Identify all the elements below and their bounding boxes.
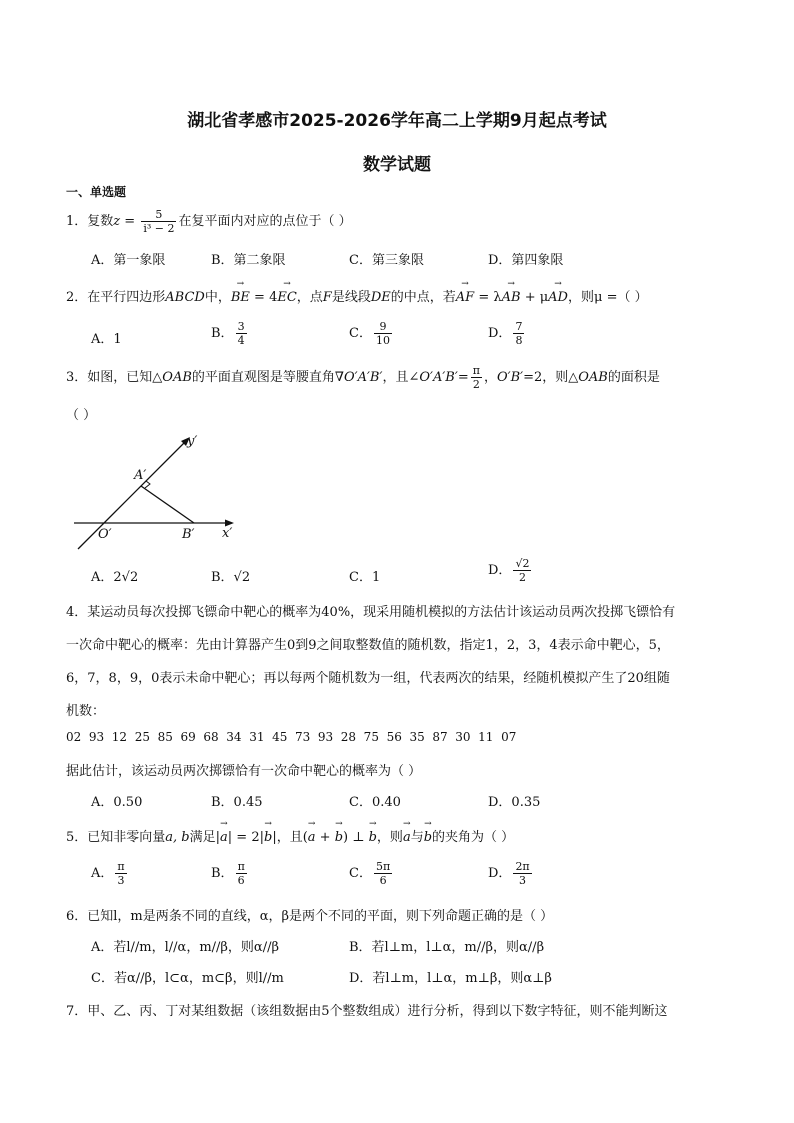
question-4-line-4: 机数： — [66, 704, 106, 719]
question-3: 3．如图，已知△OAB的平面直观图是等腰直角∇O′A′B′，且∠O′A′B′= $\frac{\pi}{2}$ ，O′B′=2，则△OAB的面积是 — [66, 364, 660, 391]
question-7: 7．甲、乙、丙、丁对某组数据（该组数据由5个整数组成）进行分析，得到以下数字特征，则不能判断这 — [66, 1004, 668, 1019]
question-3-paren: （ ） — [66, 408, 97, 423]
q5-option-a: A． $\frac{\pi}{3}$ — [91, 860, 125, 887]
q2-option-b: B． $\frac{3}{4}$ — [211, 320, 245, 347]
q3-option-b: B．√2 — [211, 570, 251, 585]
q2-option-d: D． $\frac{7}{8}$ — [488, 320, 523, 347]
q1-fraction: $\frac{5}{\text{i³ − 2}}$ — [143, 208, 175, 235]
q4-option-b: B．0.45 — [211, 795, 263, 810]
q6-option-b: B．若l⊥m，l⊥α，m//β，则α//β — [349, 940, 545, 955]
q1-option-b: B．第二象限 — [211, 253, 286, 268]
section-heading: 一、单选题 — [66, 185, 127, 199]
q3-option-d: D． $\frac{√2}{2}$ — [488, 557, 530, 584]
label-o: O′ — [98, 527, 112, 542]
question-4-line-1: 4．某运动员每次投掷飞镖命中靶心的概率为40%，现采用随机模拟的方法估计该运动员两次投掷飞镖恰有 — [66, 605, 676, 620]
exam-subtitle: 数学试题 — [363, 155, 431, 175]
q2-option-c: C． $\frac{9}{10}$ — [349, 320, 390, 347]
question-4-line-3: 6，7，8，9，0表示未命中靶心；再以每两个随机数为一组，代表两次的结果，经随机模拟产生了20组随 — [66, 671, 670, 686]
q4-option-d: D．0.35 — [488, 795, 541, 810]
q5-option-b: B． $\frac{\pi}{6}$ — [211, 860, 245, 887]
q6-option-d: D．若l⊥m，l⊥α，m⊥β，则α⊥β — [349, 971, 552, 986]
label-x: x′ — [222, 526, 233, 541]
question-2: 2．在平行四边形ABCD中，→ BE = 4→ EC，点F是线段DE的中点，若→ AF = λ→ AB + μ→ AD，则μ =（ ） — [66, 286, 648, 305]
label-y: y′ — [187, 434, 198, 449]
q3-option-c: C．1 — [349, 570, 381, 585]
question-4-data: 02 93 12 25 85 69 68 34 31 45 73 93 28 75 56 35 87 30 11 07 — [66, 730, 517, 744]
question-4-line-5: 据此估计，该运动员两次掷镖恰有一次命中靶心的概率为（ ） — [66, 764, 422, 779]
question-1: 1．复数z = $\frac{5}{\text{i³ − 2}}$ 在复平面内对应的点位于（ ） — [66, 208, 352, 235]
q6-option-a: A．若l//m，l//α，m//β，则α//β — [91, 940, 279, 955]
question-4-line-2: 一次命中靶心的概率：先由计算器产生0到9之间取整数值的随机数，指定1，2，3，4表示命中靶心，5， — [66, 638, 670, 653]
q2-option-a: A．1 — [91, 332, 122, 347]
q5-option-d: D． $\frac{2\pi}{3}$ — [488, 860, 530, 887]
q4-option-c: C．0.40 — [349, 795, 401, 810]
label-a: A′ — [134, 468, 147, 483]
q5-option-c: C． $\frac{5\pi}{6}$ — [349, 860, 391, 887]
segment-a-b — [141, 486, 194, 523]
q4-option-a: A．0.50 — [91, 795, 143, 810]
q1-option-d: D．第四象限 — [488, 253, 564, 268]
oblique-figure — [60, 425, 250, 555]
q1-option-a: A．第一象限 — [91, 253, 166, 268]
exam-title: 湖北省孝感市2025-2026学年高二上学期9月起点考试 — [187, 111, 607, 131]
q1-option-c: C．第三象限 — [349, 253, 424, 268]
q3-option-a: A．2√2 — [91, 570, 139, 585]
question-5: 5．已知非零向量a, b满足|→ a| = 2|→ b|，且(→ a + → b) ⊥ → b，则→ a与→ b的夹角为（ ） — [66, 826, 514, 845]
label-b: B′ — [182, 527, 195, 542]
q6-option-c: C．若α//β，l⊂α，m⊂β，则l//m — [91, 971, 284, 986]
y-axis — [78, 439, 188, 549]
question-6: 6．已知l，m是两条不同的直线，α，β是两个不同的平面，则下列命题正确的是（ ） — [66, 909, 554, 924]
